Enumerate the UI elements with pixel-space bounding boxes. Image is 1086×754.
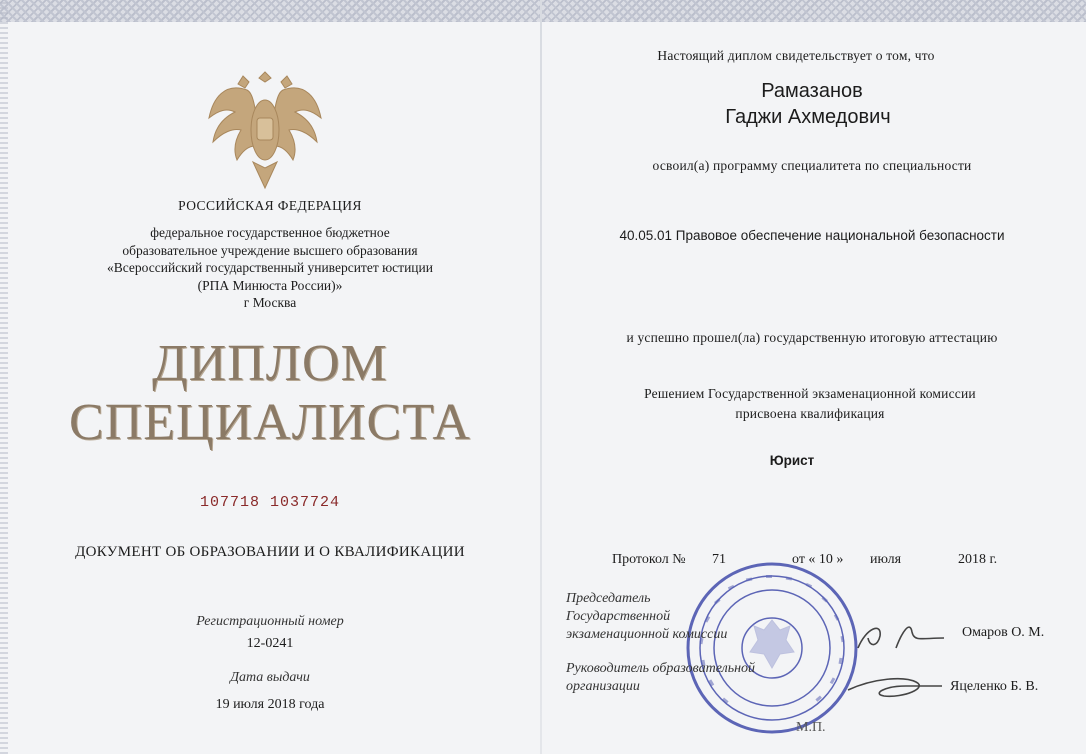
commission-chair-title [566,590,727,644]
chair-signature [852,608,948,656]
issue-date-label: Дата выдачи [230,670,310,685]
commission-decision [538,384,1082,424]
decision-line-2: присвоена квалификация [735,406,885,421]
protocol-month: июля [870,552,902,567]
issue-date: 19 июля 2018 года [215,697,325,712]
institution-line-1: федеральное государственное бюджетное [150,225,390,240]
head-name: Яцеленко Б. В. [950,679,1039,694]
institution-name [0,224,540,312]
right-page [542,0,1086,754]
head-line-2: организации [566,679,640,694]
institution-line-3: «Всероссийский государственный университет юстиции [107,260,433,275]
document-type: ДОКУМЕНТ ОБ ОБРАЗОВАНИИ И О КВАЛИФИКАЦИИ [75,544,465,560]
country-label: РОССИЙСКАЯ ФЕДЕРАЦИЯ [178,198,362,213]
protocol-day: от « 10 » [792,552,844,567]
institution-line-2: образовательное учреждение высшего образования [122,242,418,258]
institution-line-4: (РПА Минюста России)» [197,277,343,293]
chair-name: Омаров О. М. [962,625,1045,640]
registration-number: 12-0241 [246,636,294,651]
protocol-year: 2018 г. [958,552,998,567]
double-headed-eagle-emblem-icon [205,62,325,194]
chair-line-1: Председатель [566,591,651,606]
attestation-statement: и успешно прошел(ла) государственную итоговую аттестацию [626,330,998,345]
diploma-title-line-2: СПЕЦИАЛИСТА [69,394,471,451]
qualification: Юрист [769,453,815,468]
diploma-title-line-1: ДИПЛОМ [152,335,388,392]
graduate-surname: Рамазанов [761,80,863,102]
organization-head-title [566,660,755,696]
protocol-label: Протокол № [612,552,686,567]
head-line-1: Руководитель образовательной [566,661,756,676]
official-seal-stamp [684,560,860,736]
city: г Москва [243,295,297,310]
chair-line-3: экзаменационной комиссии [566,627,728,642]
head-signature [844,668,944,708]
protocol-number: 71 [712,552,726,567]
decision-line-1: Решением Государственной экзаменационной комиссии [644,386,976,401]
seal-place-mark: М.П. [796,720,826,735]
registration-label: Регистрационный номер [196,614,344,629]
diploma-number: 107718 1037724 [199,494,341,511]
graduate-given-names: Гаджи Ахмедович [725,106,891,128]
program-statement: освоил(а) программу специалитета по специальности [652,158,972,173]
left-page [0,0,540,754]
chair-line-2: Государственной [566,609,671,624]
specialty: 40.05.01 Правовое обеспечение национальной безопасности [619,228,1005,243]
certifies-text: Настоящий диплом свидетельствует о том, что [657,48,935,63]
